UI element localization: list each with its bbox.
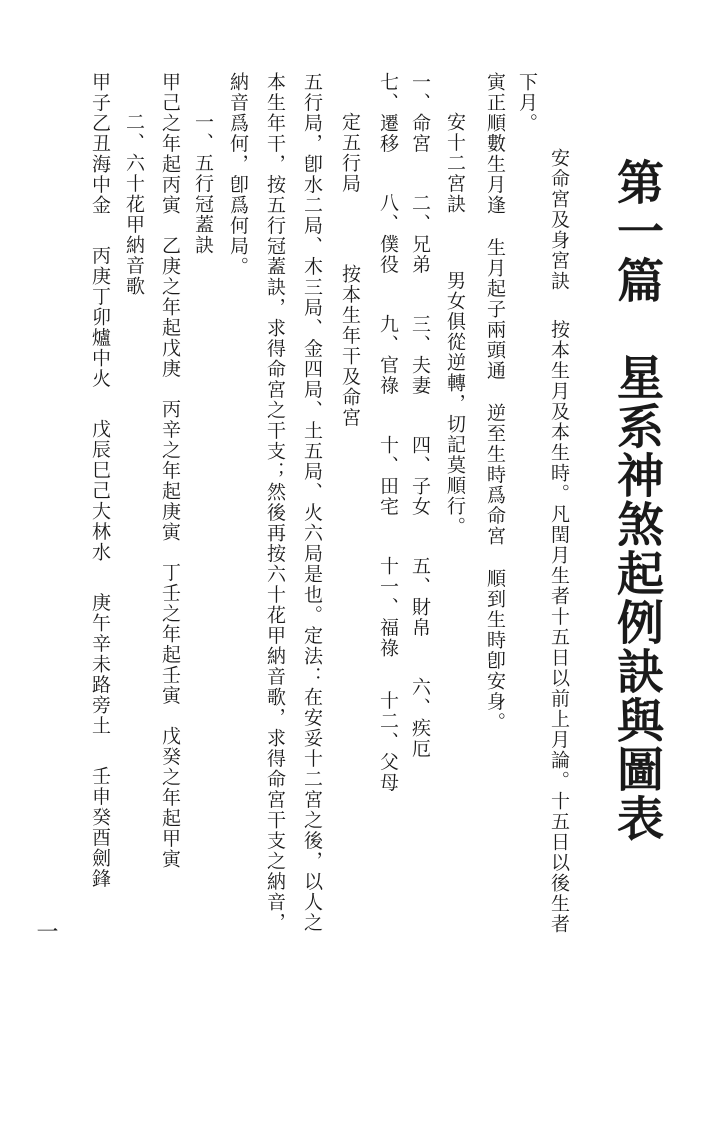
chapter-title	[609, 158, 664, 843]
section-heading-twelve-palaces	[445, 112, 464, 537]
palace-item: 一、命宮	[409, 72, 431, 154]
guangai-item: 戊癸之年起甲寅	[159, 726, 181, 870]
intro-line-1: 按本生月及本生時。凡閏月生者十五日以前上月論。十五日以後生者	[548, 319, 570, 935]
verse-3: 逆至生時爲命宮	[484, 403, 506, 547]
wuxing-text-1: 五行局，卽水二局、木三局、金四局、土五局、火六局是也。定法：在安妥十二宮之後，以人之	[301, 72, 323, 933]
section-heading-ming-shen	[549, 148, 568, 935]
section-heading-wuxing-ju	[340, 112, 359, 428]
nayin-item: 戊辰巳己大林水	[89, 419, 111, 563]
guangai-item: 乙庚之年起戊庚	[159, 235, 181, 379]
heading-text: 定五行局	[339, 112, 361, 194]
verse-line	[485, 72, 504, 733]
nayin-heading: 二、六十花甲納音歌	[123, 112, 145, 297]
page-number: 一	[33, 920, 58, 944]
intro-line-2: 下月。	[516, 72, 538, 134]
palace-row-2	[378, 72, 397, 793]
heading-text: 安十二宮訣	[444, 112, 466, 215]
palace-item: 六、疾厄	[409, 677, 431, 759]
heading-text: 安命宮及身宮訣	[548, 148, 570, 292]
palace-item: 四、子女	[409, 435, 431, 517]
guangai-item: 甲己之年起丙寅	[159, 72, 181, 216]
palace-item: 五、財帛	[409, 556, 431, 638]
palace-item: 十一、福祿	[377, 556, 399, 659]
verse-1: 寅正順數生月逢	[484, 72, 506, 216]
palace-item: 十、田宅	[377, 435, 399, 517]
palace-row-1	[410, 72, 429, 759]
palace-item: 二、兄弟	[409, 193, 431, 275]
palace-item: 九、官祿	[377, 314, 399, 396]
guangai-heading: 一、五行冠蓋訣	[192, 112, 214, 256]
palace-note: 男女俱從逆轉，切記莫順行。	[444, 270, 466, 537]
wuxing-text-2: 本生年干，按五行冠蓋訣，求得命宮之干支；然後再按六十花甲納音歌，求得命宮干支之納音，	[264, 72, 286, 933]
guangai-item: 丁壬之年起壬寅	[159, 562, 181, 706]
guangai-list	[160, 72, 179, 870]
chapter-label: 第一篇	[609, 158, 664, 305]
nayin-item: 甲子乙丑海中金	[89, 72, 111, 216]
palace-item: 八、僕役	[377, 193, 399, 275]
subheading-text: 按本生年干及命宮	[339, 264, 361, 428]
verse-4: 順到生時卽安身。	[484, 568, 506, 733]
wuxing-text-3: 納音爲何，卽爲何局。	[227, 72, 249, 277]
nayin-item: 壬申癸酉劍鋒	[89, 766, 111, 889]
palace-item: 三、夫妻	[409, 314, 431, 396]
nayin-item: 庚午辛未路旁土	[89, 592, 111, 736]
guangai-item: 丙辛之年起庚寅	[159, 399, 181, 543]
palace-item: 十二、父母	[377, 690, 399, 793]
palace-item: 七、遷移	[377, 72, 399, 154]
nayin-item: 丙庚丁卯爐中火	[89, 245, 111, 389]
chapter-name: 星系神煞起例訣與圖表	[609, 353, 664, 843]
nayin-list	[90, 72, 109, 889]
verse-2: 生月起子兩頭通	[484, 237, 506, 381]
